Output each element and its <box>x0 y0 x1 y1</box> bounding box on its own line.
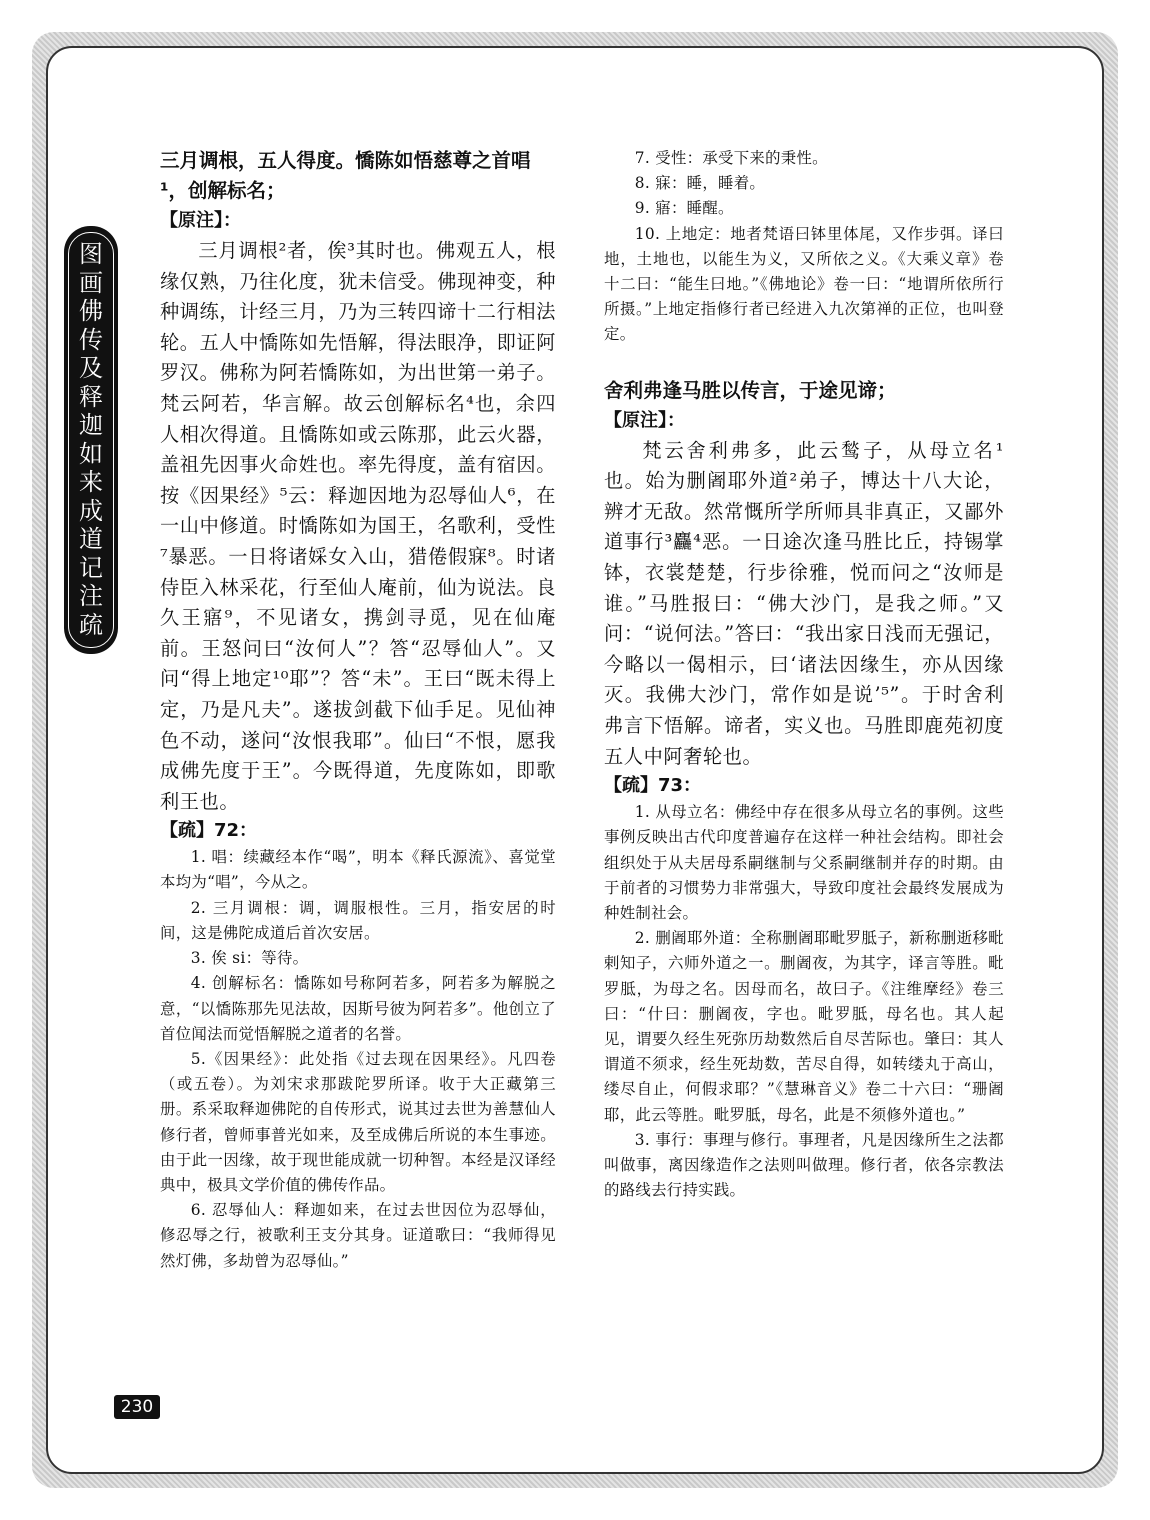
commentary-note: 9. 寤：睡醒。 <box>634 199 734 218</box>
commentary-note: 3. 事行：事理与修行。事理者，凡是因缘所生之法都叫做事，离因缘造作之法则叫做理。修行者，依各宗教法的路线去行持实践。 <box>604 1130 1004 1200</box>
commentary-note: 1. 从母立名：佛经中存在很多从母立名的事例。这些事例反映出古代印度普遍存在这样一种社会结构。即社会组织处于从夫居母系嗣继制与父系嗣继制并存的时期。由于前者的习惯势力非常强大，导致印度社会最终发展成为种姓制社会。 <box>604 803 1004 922</box>
commentary-notes-73 <box>604 800 1004 1203</box>
commentary-note: 7. 受性：承受下来的秉性。 <box>634 149 828 167</box>
book-title-char: 如 <box>79 439 103 468</box>
book-title-char: 及 <box>79 354 103 382</box>
book-title-char: 释 <box>79 382 103 411</box>
original-note-text: 梵云舍利弗多，此云鹙子，从母立名¹也。始为删阇耶外道²弟子，博达十八大论，辨才无敌。然常慨所学所师具非真正，又鄙外道事行³麤⁴恶。一日途次逢马胜比丘，持锡掌钵，衣裳楚楚，行步徐雅，悦而问之“汝师是谁。”马胜报曰：“佛大沙门，是我之师。”又问：“说何法。”答曰：“我出家日浅而无强记，今略以一偈相示，曰‘诸法因缘生，亦从因缘灭。我佛大沙门，常作如是说’⁵”。于时舍利弗言下悟解。谛者，实义也。马胜即鹿苑初度五人中阿奢轮也。 <box>604 438 1004 768</box>
commentary-note: 6. 忍辱仙人：释迦如来，在过去世因位为忍辱仙，修忍辱之行，被歌利王支分其身。证道歌曰：“我师得见然灯佛，多劫曾为忍辱仙。” <box>160 1201 556 1270</box>
book-title-char: 记 <box>79 553 103 582</box>
right-column <box>604 146 1004 1203</box>
book-title-char: 传 <box>79 325 103 354</box>
book-title <box>64 240 118 639</box>
commentary-note: 2. 三月调根：调，调服根性。三月，指安居的时间，这是佛陀成道后首次安居。 <box>160 898 556 942</box>
commentary-note: 5.《因果经》：此处指《过去现在因果经》。凡四卷（或五卷）。为刘宋求那跋陀罗所译。收于大正藏第三册。系采取释迦佛陀的自传形式，说其过去世为善慧仙人修行者，曾师事普光如来，及至成佛后所说的本生事迹。由于此一因缘，故于现世能成就一切种智。本经是汉译经典中，极具文学价值的佛传作品。 <box>160 1049 556 1194</box>
book-title-char: 道 <box>79 525 103 553</box>
commentary-note: 3. 俟 si：等待。 <box>190 949 309 968</box>
commentary-note: 1. 唱：续藏经本作“喝”，明本《释氏源流》、喜觉堂本均为“唱”，今从之。 <box>160 848 556 892</box>
original-note-label: 【原注】： <box>604 409 685 431</box>
section-heading-73: 舍利弗逢马胜以传言，于途见谛； <box>604 378 897 402</box>
book-title-char: 成 <box>79 496 103 525</box>
book-title-tab <box>64 226 118 654</box>
commentary-note: 4. 创解标名：憍陈如号称阿若多，阿若多为解脱之意，“以憍陈那先见法故，因斯号彼为阿若多”。他创立了首位闻法而觉悟解脱之道者的名誉。 <box>160 974 556 1043</box>
commentary-notes-72 <box>160 845 556 1273</box>
commentary-note: 8. 寐：睡，睡着。 <box>634 174 766 193</box>
commentary-note: 10. 上地定：地者梵语曰钵里体尾，又作步弭。译曰地，土地也，以能生为义，又所依之义。《大乘义章》卷十二曰：“能生曰地。”《佛地论》卷一曰：“地谓所依所行所摄。”上地定指修行者已经进入九次第禅的正位，也叫登定。 <box>604 224 1004 344</box>
book-title-char: 疏 <box>79 610 103 639</box>
commentary-notes-72-continued <box>604 146 1004 348</box>
commentary-label-72: 【疏】72： <box>160 820 258 842</box>
commentary-label-73: 【疏】73： <box>604 775 702 797</box>
book-title-char: 迦 <box>79 411 103 439</box>
left-column <box>160 146 556 1274</box>
section-heading-72: 三月调根，五人得度。憍陈如悟慈尊之首唱¹，创解标名； <box>160 149 531 202</box>
book-title-char: 来 <box>79 468 103 496</box>
original-note-text: 三月调根²者，俟³其时也。佛观五人，根缘仅熟，乃往化度，犹未信受。佛现神变，种种调练，计经三月，乃为三转四谛十二行相法轮。五人中憍陈如先悟解，得法眼净，即证阿罗汉。佛称为阿若憍陈如，为出世第一弟子。梵云阿若，华言解。故云创解标名⁴也，余四人相次得道。且憍陈如或云陈那，此云火器，盖祖先因事火命姓也。率先得度，盖有宿因。按《因果经》⁵云：释迦因地为忍辱仙人⁶，在一山中修道。时憍陈如为国王，名歌利，受性⁷暴恶。一日将诸婇女入山，猎倦假寐⁸。时诸侍臣入林采花，行至仙人庵前，仙为说法。良久王寤⁹，不见诸女，携剑寻觅，见在仙庵前。王怒问曰“汝何人”？答“忍辱仙人”。又问“得上地定¹⁰耶”？答“未”。王曰“既未得上定，乃是凡夫”。遂拔剑截下仙手足。见仙神色不动，遂问“汝恨我耶”。仙曰“不恨，愿我成佛先度于王”。今既得道，先度陈如，即歌利王也。 <box>160 239 556 813</box>
book-title-char: 注 <box>79 582 103 610</box>
book-title-char: 画 <box>79 268 103 297</box>
book-title-char: 图 <box>79 240 103 268</box>
book-title-char: 佛 <box>79 297 103 325</box>
page-number: 230 <box>114 1395 160 1419</box>
original-note-label: 【原注】： <box>160 210 241 231</box>
commentary-note: 2. 删阇耶外道：全称删阇耶毗罗胝子，新称删逝移毗剌知子，六师外道之一。删阇夜，为其字，译言等胜。毗罗胝，为母之名。因母而名，故曰子。《注维摩经》卷三曰：“什曰：删阇夜，字也。毗罗胝，母名也。其人起见，谓要久经生死弥历劫数然后自尽苦际也。肇曰：其人谓道不须求，经生死劫数，苦尽自得，如转缕丸于高山，缕尽自止，何假求耶？”《慧琳音义》卷二十六曰：“珊阇耶，此云等胜。毗罗胝，母名，此是不须修外道也。” <box>604 929 1004 1124</box>
